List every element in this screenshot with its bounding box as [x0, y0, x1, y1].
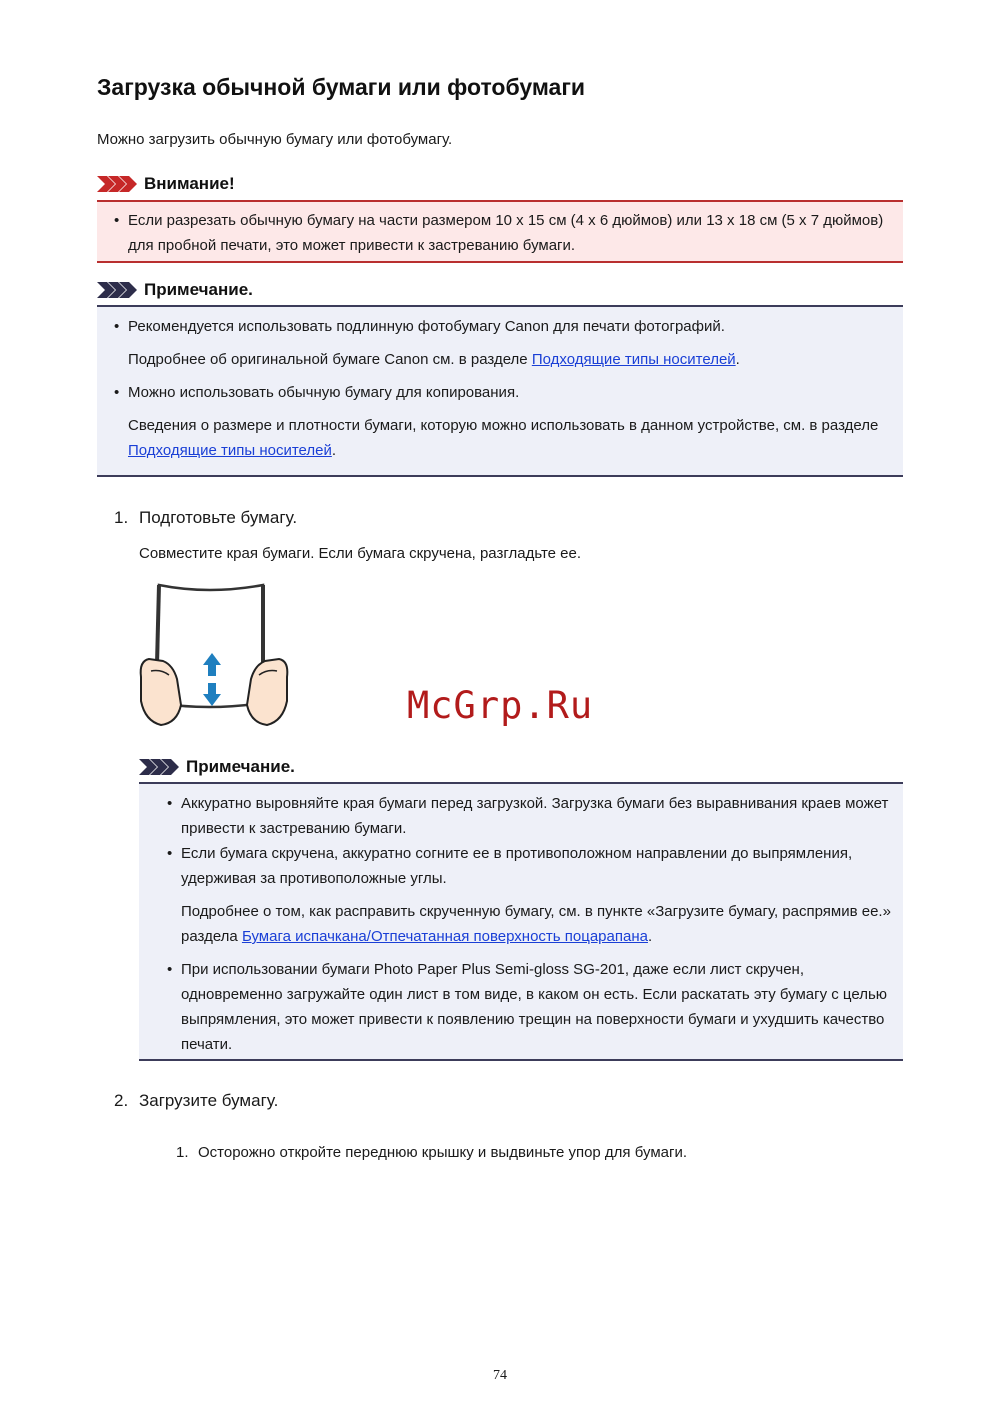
- caution-label: Внимание!: [144, 174, 235, 193]
- step-description: Совместите края бумаги. Если бумага скручена, разгладьте ее.: [139, 545, 582, 562]
- media-types-link[interactable]: Подходящие типы носителей: [128, 442, 332, 459]
- caution-item: • Если разрезать обычную бумагу на части размером 10 x 15 см (4 x 6 дюймов) или 13 x 18 см (5 x 7 дюймов) для пробной печати, это может привести к застреванию бумаги.: [128, 208, 891, 258]
- step-title: Загрузите бумагу.: [139, 1091, 279, 1110]
- note-box: [97, 305, 903, 477]
- intro-text: Можно загрузить обычную бумагу или фотобумагу.: [97, 131, 453, 148]
- note-item: • При использовании бумаги Photo Paper Plus Semi-gloss SG-201, даже если лист скручен, одновременно загружайте один лист в том виде, в каком он есть. Если раскатать эту бумагу с целью выпрямления, это может привести к появлению трещин на поверхности бумаги и ухудшить качество печати.: [181, 957, 891, 1057]
- note-item-detail: Подробнее о том, как расправить скрученную бумагу, см. в пункте «Загрузите бумагу, распрямив ее.» раздела Бумага испачкана/Отпечатанная поверхность поцарапана.: [181, 903, 891, 945]
- page-title: Загрузка обычной бумаги или фотобумаги: [97, 74, 586, 100]
- page-number: 74: [493, 1368, 507, 1383]
- watermark: McGrp.Ru: [407, 684, 594, 727]
- substep-number: 1.: [176, 1144, 189, 1161]
- note-item-detail: Сведения о размере и плотности бумаги, которую можно использовать в данном устройстве, см. в разделе Подходящие типы носителей.: [128, 417, 879, 459]
- step-title: Подготовьте бумагу.: [139, 508, 298, 527]
- note-item-detail: Подробнее об оригинальной бумаге Canon см. в разделе Подходящие типы носителей.: [128, 351, 740, 368]
- note-header: [97, 280, 253, 300]
- paper-smudged-link[interactable]: Бумага испачкана/Отпечатанная поверхность поцарапана: [241, 928, 648, 945]
- media-types-link[interactable]: Подходящие типы носителей: [531, 351, 736, 368]
- note-chevrons-icon: [97, 282, 137, 298]
- substep-1: [176, 1144, 687, 1161]
- note-item: • Если бумага скручена, аккуратно согните ее в противоположном направлении до выпрямления, удерживая за противоположные углы.: [181, 841, 891, 891]
- step-2: [114, 1091, 278, 1111]
- step-number: 2.: [114, 1091, 129, 1110]
- step-number: 1.: [114, 508, 129, 527]
- note-item: • Рекомендуется использовать подлинную фотобумагу Canon для печати фотографий.: [128, 314, 891, 339]
- substep-text: Осторожно откройте переднюю крышку и выдвиньте упор для бумаги.: [198, 1144, 687, 1161]
- step-1: [114, 508, 297, 528]
- caution-box: [97, 200, 903, 263]
- note-box: [139, 782, 903, 1061]
- note-item: • Можно использовать обычную бумагу для копирования.: [128, 380, 891, 405]
- caution-header: [97, 174, 235, 194]
- note-label: Примечание.: [144, 280, 253, 299]
- paper-alignment-illustration: [137, 583, 292, 731]
- caution-chevrons-icon: [97, 176, 137, 192]
- note-header: [139, 757, 295, 777]
- note-chevrons-icon: [139, 759, 179, 775]
- note-label: Примечание.: [186, 757, 295, 776]
- note-item: • Аккуратно выровняйте края бумаги перед загрузкой. Загрузка бумаги без выравнивания краев может привести к застреванию бумаги.: [181, 791, 891, 841]
